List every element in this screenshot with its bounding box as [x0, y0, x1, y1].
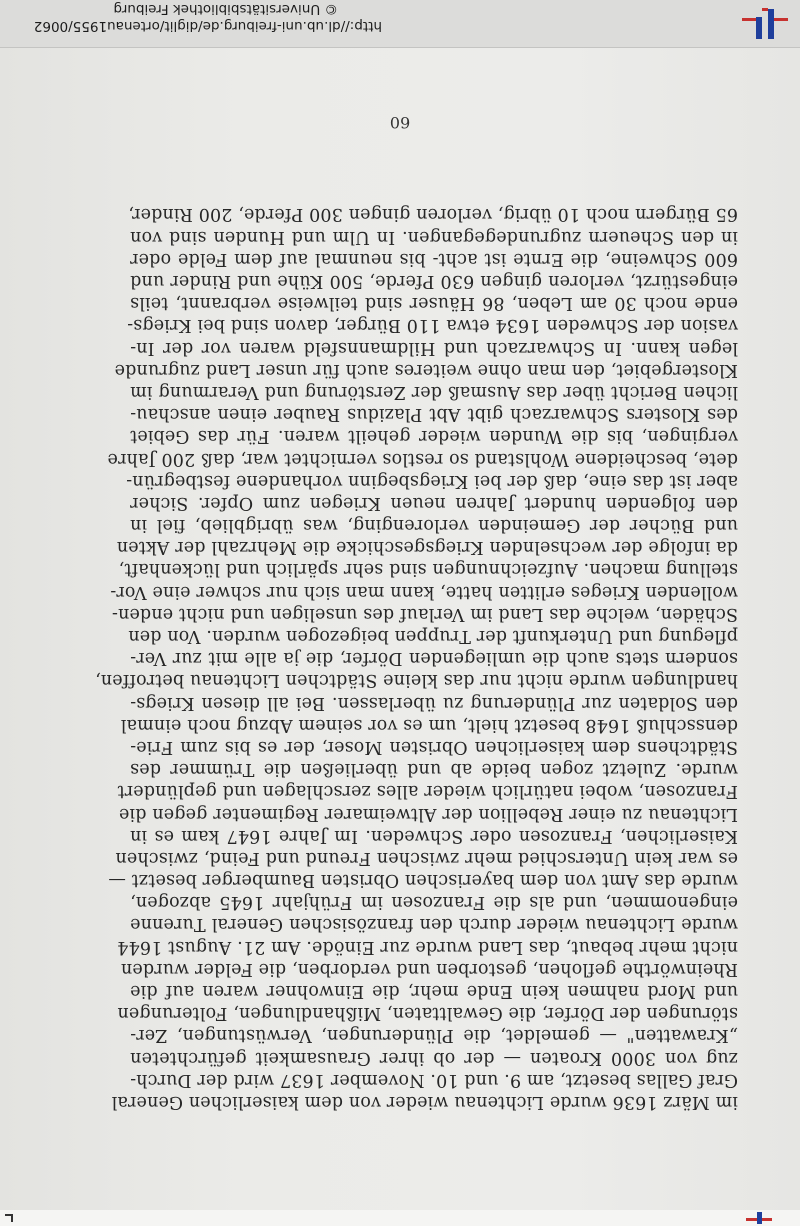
text-line: Graf Gallas besetzt, am 9. und 10. November 1637 wird der Durch- — [130, 1069, 738, 1090]
text-line: legen kann. In Schwarzach und Hildmannsfeld waren vor der In- — [130, 337, 738, 358]
library-logo-fragment — [746, 1212, 772, 1224]
text-line: da infolge der wechselnden Kriegsgeschicke die Mehrzahl der Akten — [116, 537, 738, 558]
text-line: den folgenden hundert Jahren neuen Kriegen zum Opfer. Sicher — [130, 492, 738, 513]
text-line: nicht mehr bebaut, das Land wurde zur Einöde. Am 21. August 1644 — [117, 936, 738, 957]
text-line: vergingen, bis die Wunden wieder geheilt waren. Für das Gebiet — [130, 426, 738, 447]
text-line: dete, bescheidene Wohlstand so restlos vernichtet war, daß 200 Jahre — [107, 448, 738, 469]
text-line: wollenden Krieges erlitten hatte, kann man sich nur schwer eine Vor- — [110, 581, 738, 602]
text-line: Lichtenau zu einer Rebellion der Altweimarer Regimenter gegen die — [118, 803, 738, 824]
footer-divider — [0, 47, 800, 48]
source-url-link[interactable]: http://dl.ub.uni-freiburg.de/diglit/ortenau1955/0062 — [33, 18, 382, 34]
text-line: Rheinwörthe geflohen, gestorben und verdorben, die Felder wurden — [120, 958, 738, 979]
copyright-notice: © Universitätsbibliothek Freiburg — [113, 1, 338, 17]
text-line: wurde Lichtenau wieder durch den französischen General Turenne — [130, 914, 738, 935]
text-line: lichen Bericht über das Ausmaß der Zerstörung und Verarmung im — [130, 382, 738, 402]
text-line: vasion der Schweden 1634 etwa 110 Bürger, davon sind bei Kriegs- — [127, 315, 738, 336]
text-line: „Krawatten" — gemeldet, die Plünderungen, Verwüstungen, Zer- — [130, 1025, 738, 1046]
text-line: 600 Schweine, die Ernte ist acht- bis neunmal auf dem Felde oder — [130, 248, 738, 269]
text-line: pflegung und Unterkunft der Truppen beigezogen wurden. Von den — [128, 626, 738, 647]
text-line: densschluß 1648 besetzt hielt, um es vor seinem Abzug noch einmal — [120, 714, 738, 735]
text-line: und Mord nahmen kein Ende mehr, die Einwohner waren auf die — [130, 981, 738, 1002]
body-text — [95, 203, 738, 1113]
text-line: Kaiserlichen, Franzosen oder Schweden. Im Jahre 1647 kam es in — [130, 825, 738, 846]
text-line: im März 1636 wurde Lichtenau wieder von dem kaiserlichen General — [111, 1092, 738, 1112]
text-line: Klostergebiet, den man ohne weiteres auch für unser Land zugrunde — [114, 359, 738, 380]
text-line: wurde. Zuletzt zogen beide ab und überließen die Trümmer des — [130, 759, 738, 780]
text-line: eingenommen, und als die Franzosen im Frühjahr 1645 abzogen, — [130, 892, 738, 913]
text-line: den Soldaten zur Plünderung zu überlassen. Bei all diesen Kriegs- — [130, 692, 738, 713]
footer-bar — [0, 0, 800, 48]
crop-mark — [5, 1214, 13, 1222]
text-line: es war kein Unterschied mehr zwischen Freund und Feind, zwischen — [115, 847, 738, 868]
text-line: zug von 3000 Kroaten — der ob ihrer Grausamkeit gefürchteten — [130, 1047, 738, 1068]
text-line: des Klosters Schwarzach gibt Abt Plazidus Rauber einen anschau- — [130, 404, 738, 425]
text-line: und Bücher der Gemeinden verlorenging, was übrigblieb, fiel in — [130, 515, 738, 536]
page-number: 60 — [389, 113, 411, 132]
page-top-edge — [0, 1210, 800, 1226]
text-line: stellung machen. Aufzeichnungen sind sehr spärlich und lückenhaft, — [118, 559, 738, 580]
text-line: Schäden, welche das Land im Verlauf des unseligen und nicht enden- — [111, 603, 738, 624]
text-line: sondern stets auch die umliegenden Dörfer, die ja alle mit zur Ver- — [130, 648, 738, 669]
text-line: störungen der Dörfer, die Gewalttaten, Mißhandlungen, Folterungen — [117, 1003, 738, 1024]
text-line: Franzosen, wobei natürlich wieder alles zerschlagen und geplündert — [117, 781, 738, 802]
ub-freiburg-logo — [742, 5, 788, 45]
text-line: handlungen wurde nicht nur das kleine Städtchen Lichtenau betroffen, — [95, 670, 738, 691]
text-line: ende noch 30 am Leben, 86 Häuser sind teilweise verbrannt, teils — [130, 293, 738, 314]
text-line: wurde das Amt von dem bayerischen Obristen Baumberger besetzt — — [108, 870, 738, 891]
text-line: eingestürzt, verloren gingen 630 Pferde, 500 Kühe und Rinder und — [130, 271, 738, 292]
text-line: aber ist das eine, daß der bei Kriegsbeginn vorhandene festbegrün- — [126, 470, 738, 491]
text-line: Städtchens dem kaiserlichen Obristen Moser, der es bis zum Frie- — [130, 737, 738, 757]
text-line: in den Scheuern zugrundegegangen. In Ulm und Hunden sind von — [130, 226, 738, 247]
text-line: 65 Bürgern noch 10 übrig, verloren gingen 300 Pferde, 200 Rinder, — [128, 204, 738, 225]
